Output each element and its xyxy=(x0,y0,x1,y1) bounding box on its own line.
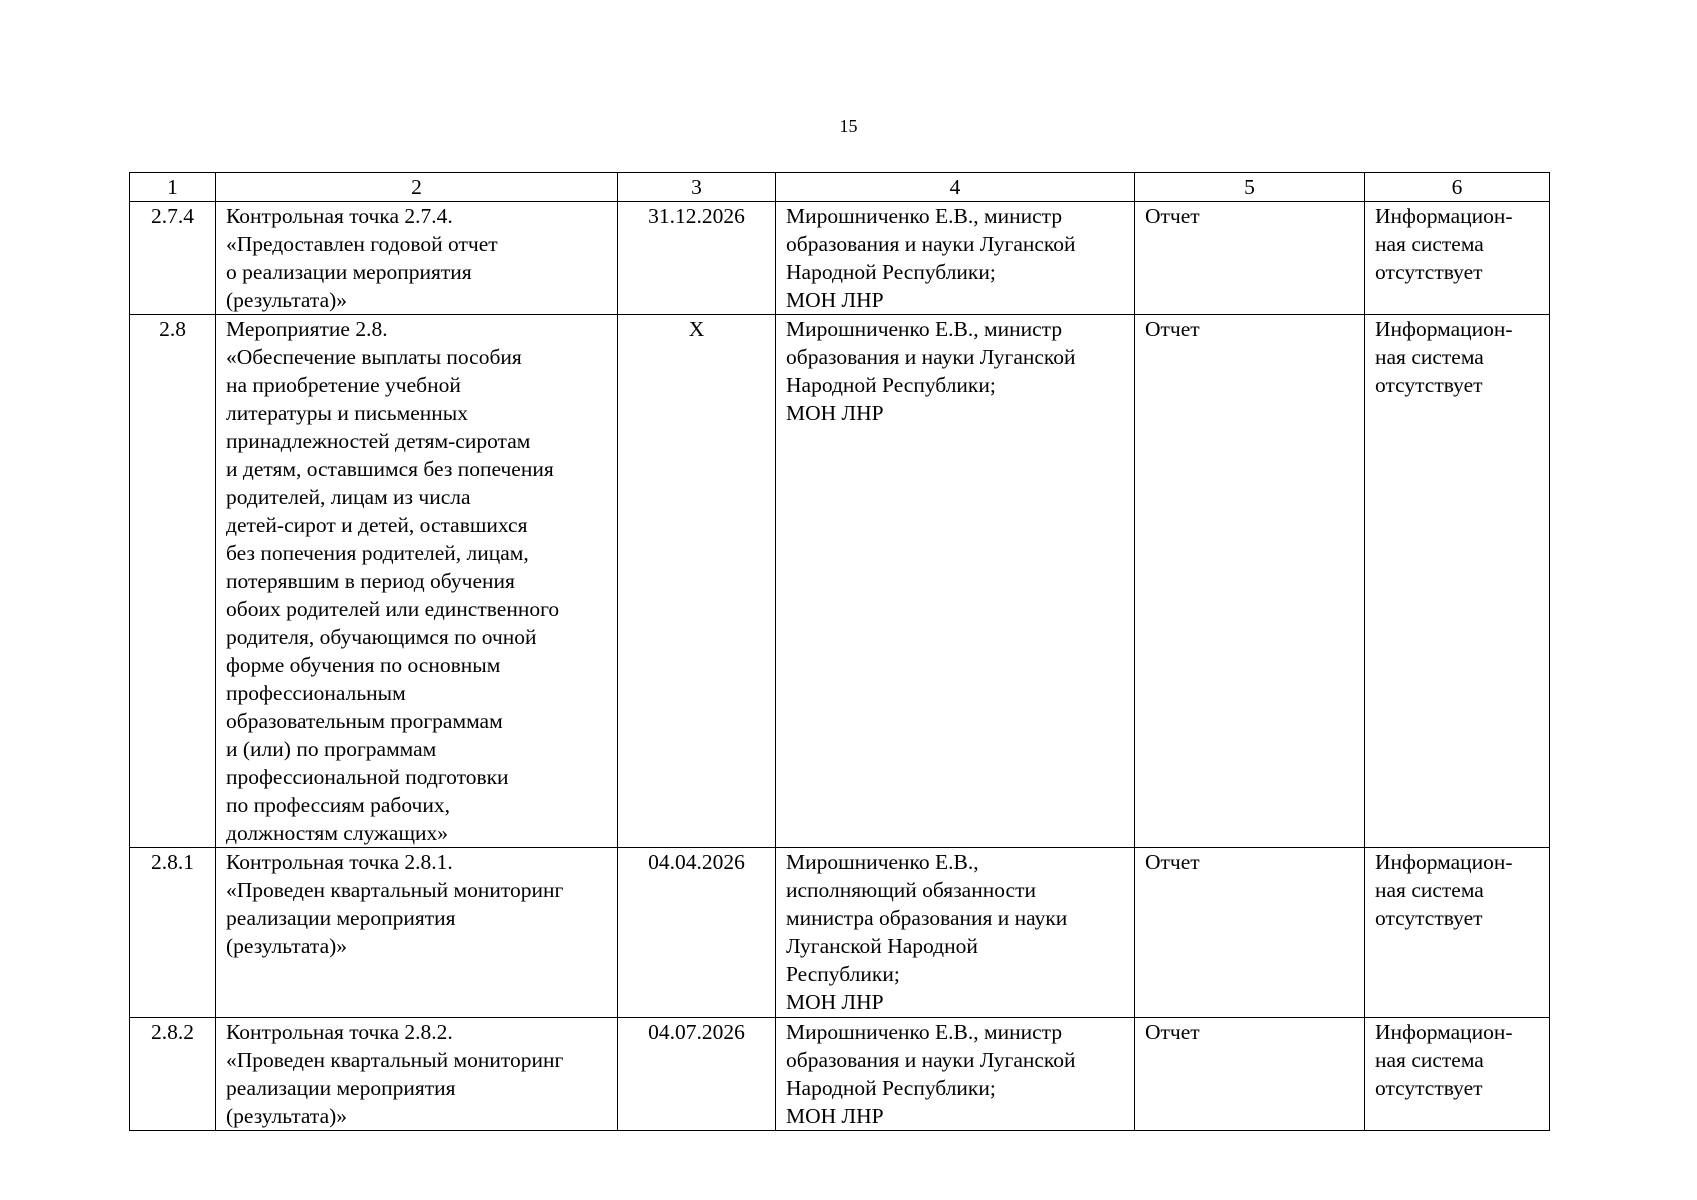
item-system: Информацион- ная система отсутствует xyxy=(1365,202,1550,315)
item-number: 2.7.4 xyxy=(130,202,216,315)
item-system: Информацион- ная система отсутствует xyxy=(1365,315,1550,848)
item-number: 2.8.2 xyxy=(130,1018,216,1131)
page-number: 15 xyxy=(839,116,858,136)
item-document: Отчет xyxy=(1135,1018,1365,1131)
item-document: Отчет xyxy=(1135,848,1365,1018)
item-date: 04.07.2026 xyxy=(618,1018,776,1131)
plan-table xyxy=(129,172,1550,1131)
item-responsible: Мирошниченко Е.В., министр образования и науки Луганской Народной Республики; МОН ЛНР xyxy=(776,315,1135,848)
header-row xyxy=(130,173,1550,202)
column-header: 1 xyxy=(130,173,216,202)
item-document: Отчет xyxy=(1135,202,1365,315)
item-document: Отчет xyxy=(1135,315,1365,848)
item-date: Х xyxy=(618,315,776,848)
table-row xyxy=(130,1018,1550,1131)
table-row xyxy=(130,848,1550,1018)
table-row xyxy=(130,315,1550,848)
column-header: 5 xyxy=(1135,173,1365,202)
item-name: Контрольная точка 2.8.1. «Проведен квартальный мониторинг реализации мероприятия (результата)» xyxy=(216,848,618,1018)
item-responsible: Мирошниченко Е.В., исполняющий обязанности министра образования и науки Луганской Народной Республики; МОН ЛНР xyxy=(776,848,1135,1018)
column-header: 6 xyxy=(1365,173,1550,202)
item-date: 04.04.2026 xyxy=(618,848,776,1018)
item-system: Информацион- ная система отсутствует xyxy=(1365,848,1550,1018)
item-number: 2.8.1 xyxy=(130,848,216,1018)
item-responsible: Мирошниченко Е.В., министр образования и науки Луганской Народной Республики; МОН ЛНР xyxy=(776,1018,1135,1131)
item-date: 31.12.2026 xyxy=(618,202,776,315)
item-system: Информацион- ная система отсутствует xyxy=(1365,1018,1550,1131)
column-header: 2 xyxy=(216,173,618,202)
item-number: 2.8 xyxy=(130,315,216,848)
item-name: Контрольная точка 2.7.4. «Предоставлен годовой отчет о реализации мероприятия (результата)» xyxy=(216,202,618,315)
item-name: Контрольная точка 2.8.2. «Проведен квартальный мониторинг реализации мероприятия (результата)» xyxy=(216,1018,618,1131)
column-header: 3 xyxy=(618,173,776,202)
item-name: Мероприятие 2.8. «Обеспечение выплаты пособия на приобретение учебной литературы и письменных принадлежностей детям-сиротам и детям, оставшимся без попечения родителей, лицам из числа детей-сирот и детей, оставшихся без попечения родителей, лицам, потерявшим в период обучения обоих родителей или единственного родителя, обучающимся по очной форме обучения по основным профессиональным образовательным программам и (или) по программам профессиональной подготовки по профессиям рабочих, должностям служащих» xyxy=(216,315,618,848)
table-row xyxy=(130,202,1550,315)
column-header: 4 xyxy=(776,173,1135,202)
item-responsible: Мирошниченко Е.В., министр образования и науки Луганской Народной Республики; МОН ЛНР xyxy=(776,202,1135,315)
